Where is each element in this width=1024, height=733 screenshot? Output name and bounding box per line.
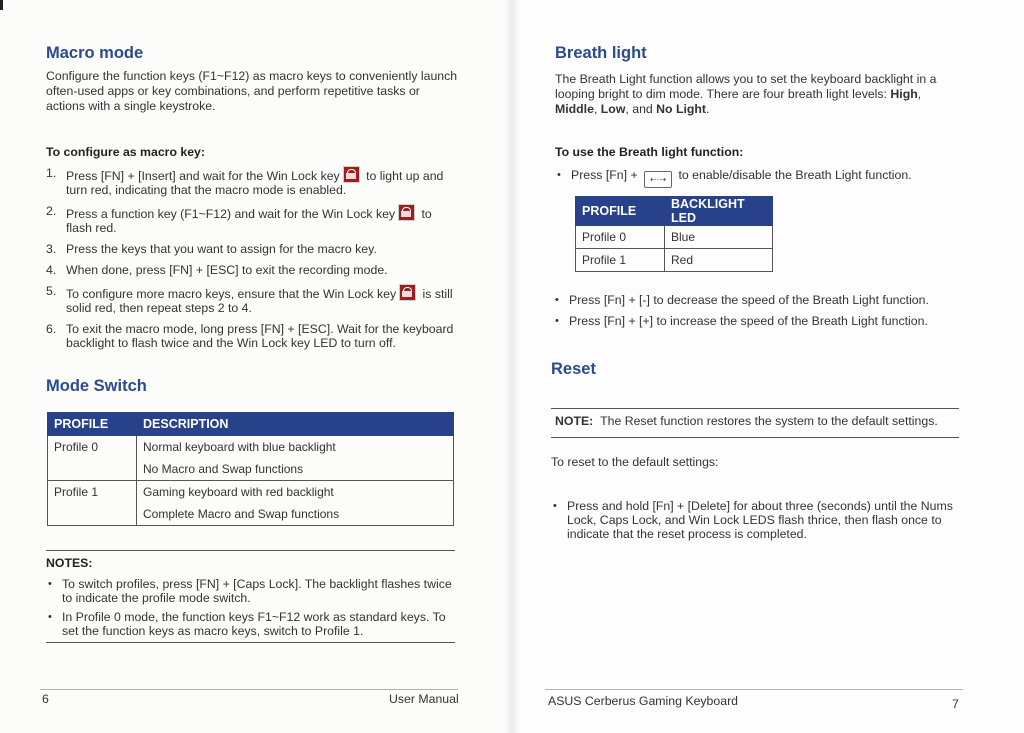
table-cell: Profile 1 <box>576 249 665 272</box>
reset-note: NOTE: The Reset function restores the system to the default settings. <box>555 414 938 428</box>
footer-label-right: ASUS Cerberus Gaming Keyboard <box>548 694 739 708</box>
reset-note-bottom-rule <box>551 437 959 438</box>
footer-rule-right <box>545 689 963 690</box>
table-header-row <box>48 413 454 436</box>
win-lock-key-icon <box>398 204 415 221</box>
reset-intro: To reset to the default settings: <box>551 455 719 469</box>
notes-title: NOTES: <box>46 556 93 570</box>
note-item: • To switch profiles, press [FN] + [Caps Lock]. The backlight flashes twice to indicate the profile mode switch. <box>46 577 454 605</box>
breath-light-table <box>575 196 773 272</box>
page-number-right: 7 <box>952 697 959 711</box>
macro-step: 1. Press [FN] + [Insert] and wait for the Win Lock key to light up and turn red, indicating that the macro mode is enabled. <box>46 166 444 197</box>
breath-light-key-icon: ⇠·⇢ <box>644 171 672 188</box>
table-row <box>576 249 773 272</box>
table-cell-description: Normal keyboard with blue backlight <box>137 436 454 459</box>
macro-step: 6. To exit the macro mode, long press [FN] + [ESC]. Wait for the keyboard backlight to flash twice and the Win Lock key LED to turn off. <box>46 322 454 350</box>
table-cell-description: Gaming keyboard with red backlight <box>137 481 454 504</box>
breath-light-intro: The Breath Light function allows you to set the keyboard backlight in a looping bright to dim mode. There are four breath light levels: High, Middle, Low, and No Light. <box>555 72 937 116</box>
table-header-cell: DESCRIPTION <box>137 413 454 436</box>
breath-speed-item: • Press [Fn] + [-] to decrease the speed of the Breath Light function. <box>553 293 953 307</box>
table-header-cell: BACKLIGHT LED <box>665 197 773 226</box>
win-lock-key-icon <box>343 166 360 183</box>
mode-switch-title: Mode Switch <box>46 377 147 395</box>
macro-step: 2. Press a function key (F1~F12) and wait for the Win Lock key to flash red. <box>46 204 432 235</box>
table-cell-description: Complete Macro and Swap functions <box>137 503 454 526</box>
table-header-row <box>576 197 773 226</box>
macro-step: 4. When done, press [FN] + [ESC] to exit the recording mode. <box>46 263 388 277</box>
macro-step: 5. To configure more macro keys, ensure that the Win Lock key is still solid red, then repeat steps 2 to 4. <box>46 284 453 315</box>
macro-subheading: To configure as macro key: <box>46 145 205 159</box>
table-cell: Red <box>665 249 773 272</box>
macro-mode-intro: Configure the function keys (F1~F12) as macro keys to conveniently launch often-used apps or key combinations, and perform repetitive tasks or actions with a single keystroke. <box>46 69 458 113</box>
table-row <box>48 436 454 459</box>
table-cell: Profile 0 <box>576 226 665 249</box>
breath-light-title: Breath light <box>555 44 647 62</box>
win-lock-key-icon <box>399 284 416 301</box>
mode-switch-table <box>47 412 454 526</box>
notes-bottom-rule <box>46 642 455 643</box>
reset-instruction: • Press and hold [Fn] + [Delete] for about three (seconds) until the Nums Lock, Caps Lock, and Win Lock LEDS flash thrice, then flash once to indicate that the reset process is completed. <box>551 499 967 541</box>
breath-subheading: To use the Breath light function: <box>555 145 744 159</box>
macro-step: 3. Press the keys that you want to assign for the macro key. <box>46 242 377 256</box>
table-row <box>48 481 454 504</box>
notes-top-rule <box>46 550 455 551</box>
table-cell-profile: Profile 1 <box>48 481 137 526</box>
table-header-cell: PROFILE <box>48 413 137 436</box>
scan-edge-mark <box>0 0 3 10</box>
reset-note-label: NOTE: <box>555 414 594 428</box>
page-gutter <box>505 0 519 733</box>
macro-mode-title: Macro mode <box>46 44 144 62</box>
table-row <box>576 226 773 249</box>
footer-rule-left <box>40 689 458 690</box>
notes-list <box>46 577 454 638</box>
reset-title: Reset <box>551 360 596 378</box>
table-header-cell: PROFILE <box>576 197 665 226</box>
table-cell-profile: Profile 0 <box>48 436 137 481</box>
table-cell: Blue <box>665 226 773 249</box>
breath-toggle-instruction: • Press [Fn] + ⇠·⇢ to enable/disable the Breath Light function. <box>555 168 971 188</box>
macro-steps-list <box>46 166 456 357</box>
table-cell-description: No Macro and Swap functions <box>137 458 454 481</box>
reset-note-top-rule <box>551 408 959 409</box>
breath-speed-list <box>553 293 953 328</box>
page-number-left: 6 <box>42 692 49 706</box>
breath-speed-item: • Press [Fn] + [+] to increase the speed of the Breath Light function. <box>553 314 953 328</box>
note-item: • In Profile 0 mode, the function keys F1~F12 work as standard keys. To set the function keys as macro keys, switch to Profile 1. <box>46 610 454 638</box>
footer-label-left: User Manual <box>389 692 459 706</box>
